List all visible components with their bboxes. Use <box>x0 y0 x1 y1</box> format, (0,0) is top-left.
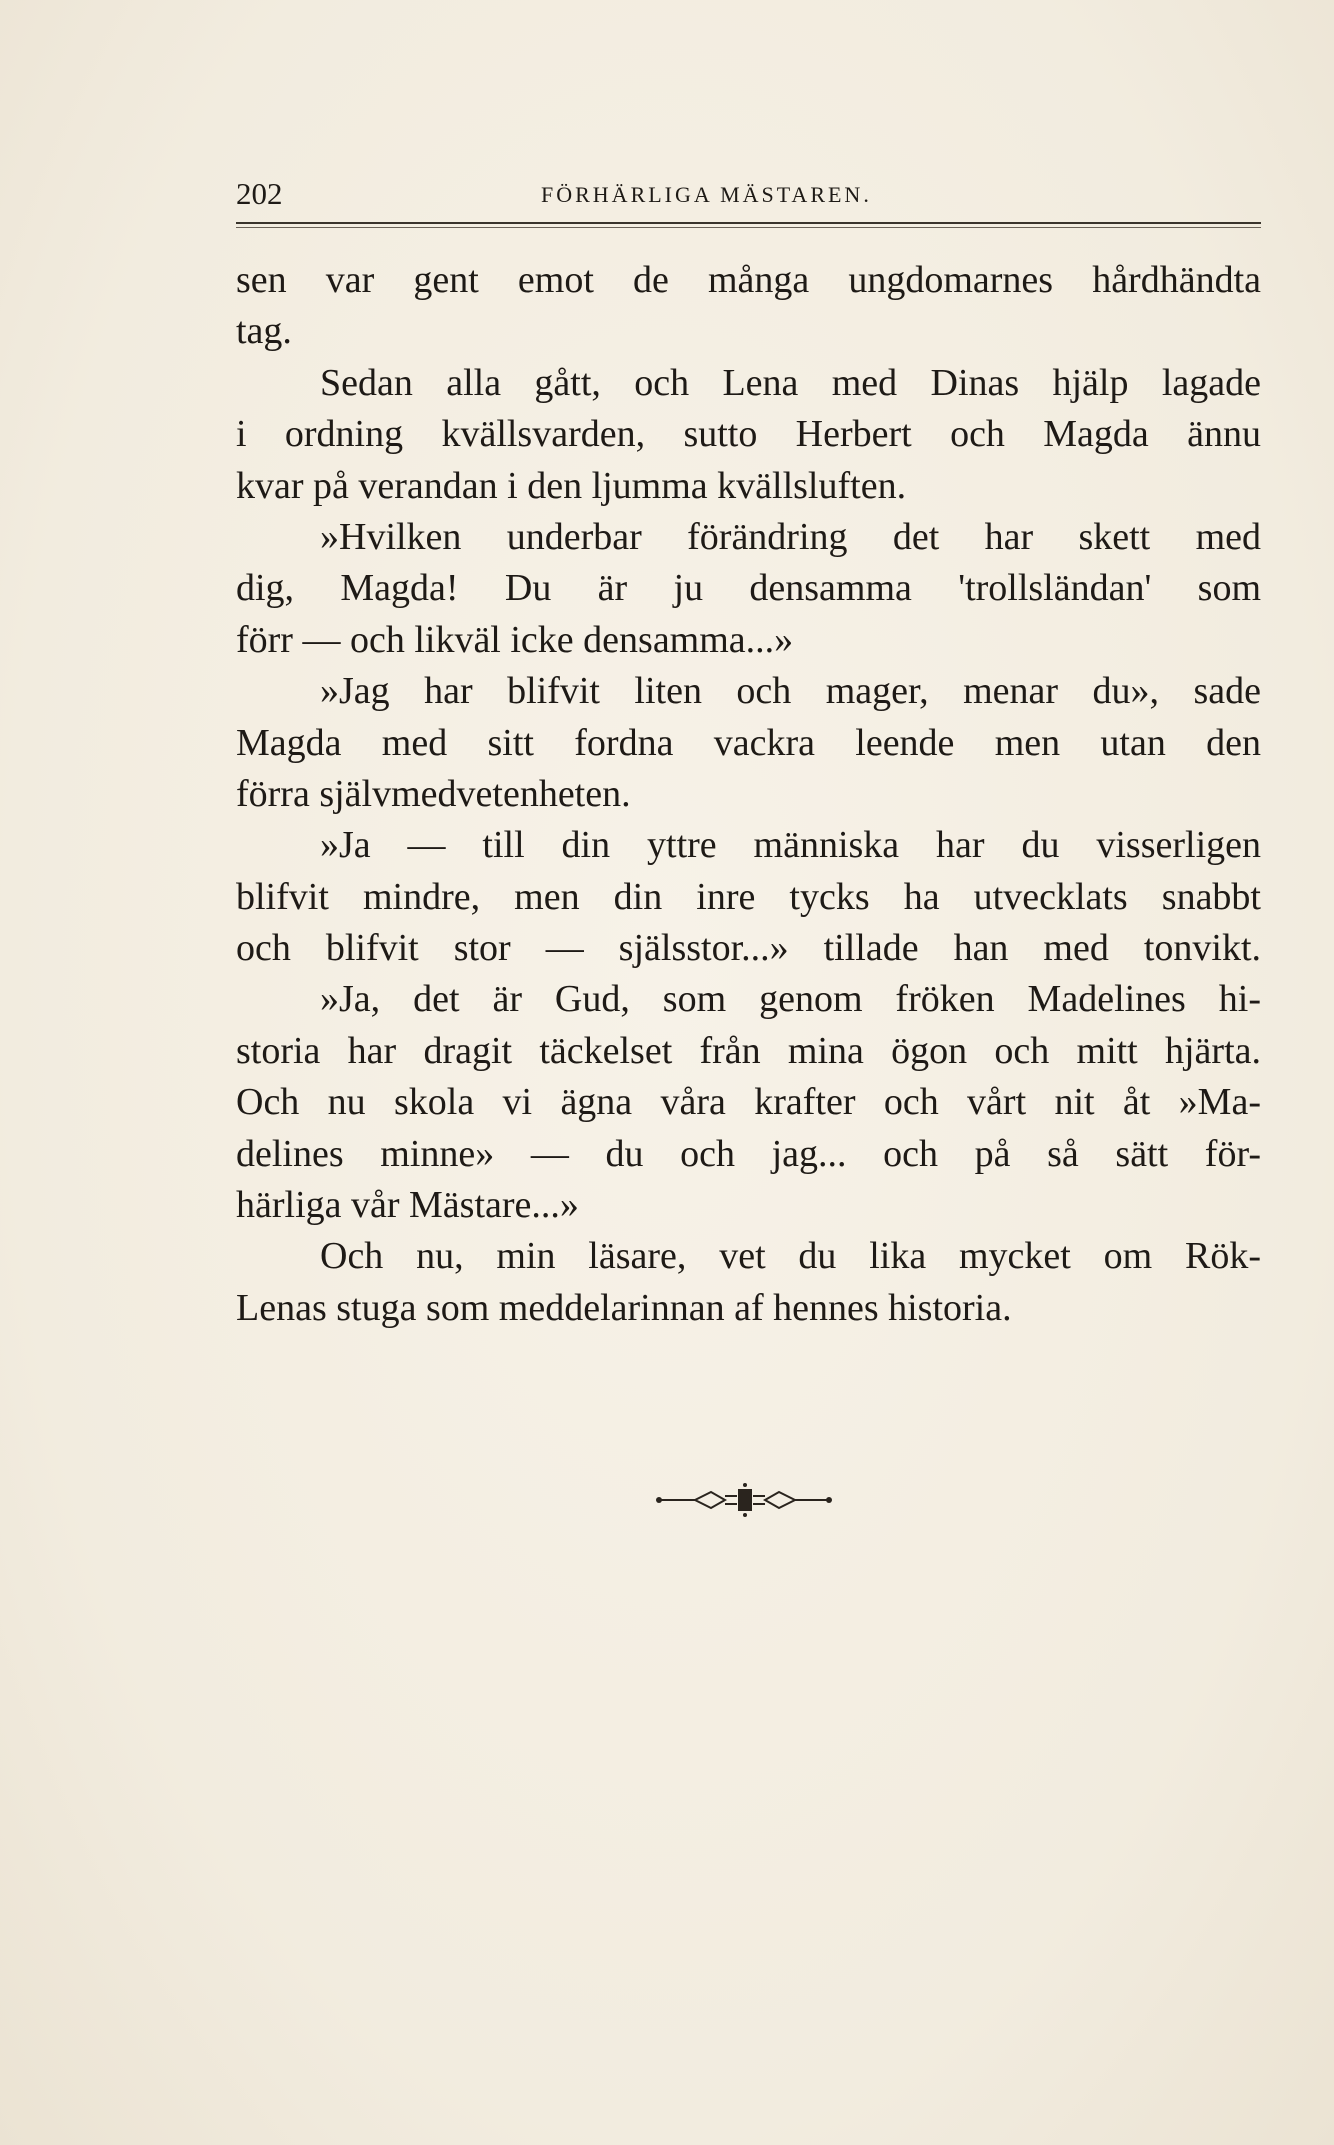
text-line: Magda med sitt fordna vackra leende men utan den <box>236 721 1261 764</box>
text-line: förra självmedvetenheten. <box>236 772 631 815</box>
text-line: »Ja, det är Gud, som genom fröken Madelines hi- <box>320 978 1261 1021</box>
text-line: härliga vår Mästare...» <box>236 1184 579 1227</box>
text-line: blifvit mindre, men din inre tycks ha utvecklats snabbt <box>236 875 1261 918</box>
text-line: Lenas stuga som meddelarinnan af hennes historia. <box>236 1286 1012 1329</box>
text-line: delines minne» — du och jag... och på så sätt för- <box>236 1132 1261 1175</box>
text-line: »Jag har blifvit liten och mager, menar du», sade <box>320 670 1261 713</box>
text-line: sen var gent emot de många ungdomarnes hårdhändta <box>236 259 1261 301</box>
body-text <box>236 255 1261 1334</box>
text-line: Och nu, min läsare, vet du lika mycket om Rök- <box>320 1235 1261 1278</box>
text-line: dig, Magda! Du är ju densamma 'trollsländan' som <box>236 567 1261 610</box>
text-line: kvar på verandan i den ljumma kvällsluften. <box>236 464 907 507</box>
text-line: i ordning kvällsvarden, sutto Herbert och Magda ännu <box>236 413 1261 456</box>
text-line: storia har dragit täckelset från mina ögon och mitt hjärta. <box>236 1029 1261 1072</box>
text-line: tag. <box>236 310 292 353</box>
page-number: 202 <box>236 176 283 211</box>
text-line: Sedan alla gått, och Lena med Dinas hjälp lagade <box>320 361 1261 404</box>
text-line: »Ja — till din yttre människa har du visserligen <box>320 824 1261 867</box>
header-rule-thin <box>236 227 1261 228</box>
header-rule <box>236 222 1261 224</box>
text-line: förr — och likväl icke densamma...» <box>236 618 794 661</box>
tailpiece-ornament-icon <box>625 1482 865 1518</box>
text-line: Och nu skola vi ägna våra krafter och vårt nit åt »Ma- <box>236 1081 1261 1124</box>
text-line: »Hvilken underbar förändring det har skett med <box>320 515 1261 558</box>
running-title: FÖRHÄRLIGA MÄSTAREN. <box>541 182 872 207</box>
text-line: och blifvit stor — själsstor...» tillade han med tonvikt. <box>236 927 1261 970</box>
running-head <box>236 176 1261 216</box>
